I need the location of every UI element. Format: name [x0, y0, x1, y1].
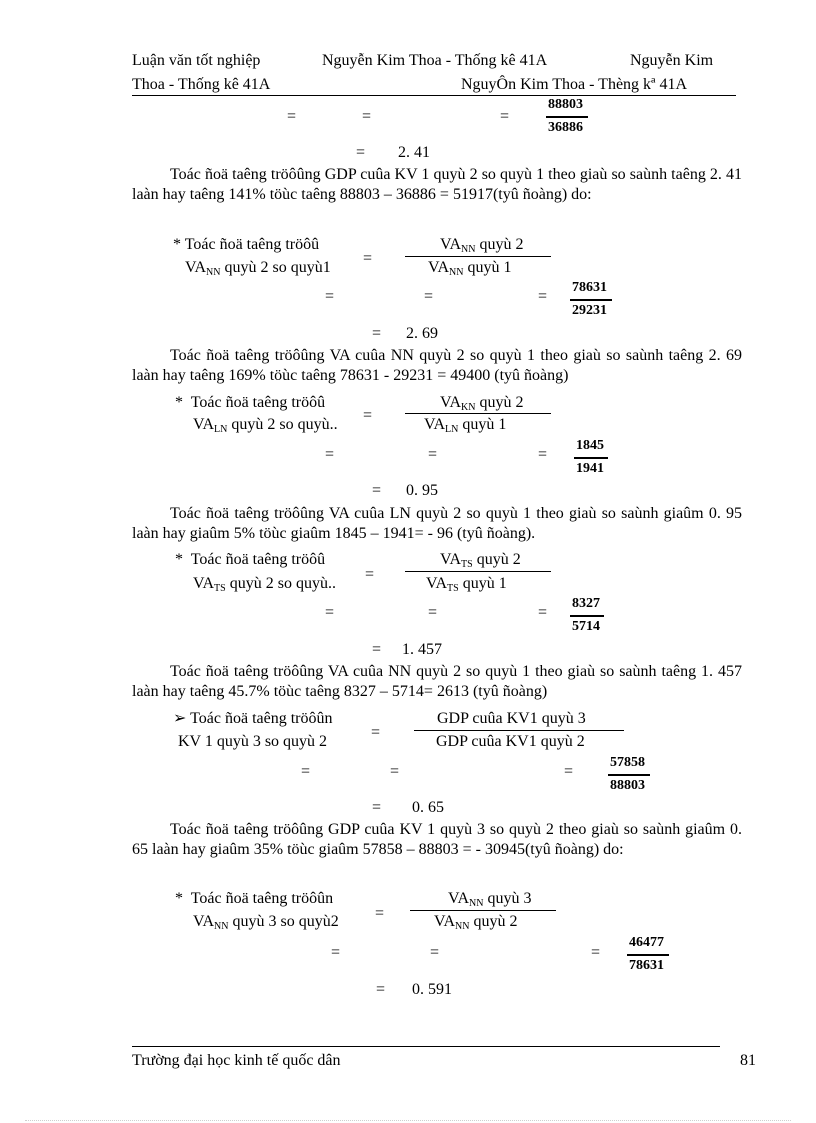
result-value: 2. 41	[398, 144, 430, 161]
fraction-bar	[570, 299, 612, 301]
formula-denominator: $VA_{NN}$ quyù 1	[428, 259, 512, 278]
fraction-denominator: 5714	[572, 619, 600, 634]
formula-denominator: $VA_{TS}$ quyù 1	[426, 575, 507, 594]
equals-sign: =	[538, 604, 548, 621]
fraction-bar	[405, 571, 551, 572]
paragraph: Toác ñoä taêng tröôûng VA cuûa NN quyù 2 so quyù 1 theo giaù so saùnh taêng 2. 69 laàn hay taêng 169% töùc taêng 78631 - 29231 = 49400 (tyû ñoàng)	[132, 347, 742, 384]
equals-sign: =	[390, 763, 400, 780]
result-value: 0. 591	[412, 981, 452, 998]
section-label-line2: KV 1 quyù 3 so quyù 2	[178, 733, 328, 750]
fraction-denominator: 78631	[629, 958, 664, 973]
header-author-cont: Thoa - Thống kê 41A	[132, 76, 271, 93]
equals-sign: =	[591, 944, 601, 961]
fraction-numerator: 46477	[629, 935, 664, 950]
footer-rule	[132, 1046, 720, 1047]
paragraph: Toác ñoä taêng tröôûng GDP cuûa KV 1 quyù 2 so quyù 1 theo giaù so saùnh taêng 2. 41 laàn hay taêng 141% töùc taêng 88803 – 36886 = 51917(tyû ñoàng) do:	[132, 166, 742, 203]
equals-sign: =	[363, 250, 373, 267]
fraction-denominator: 36886	[548, 120, 583, 135]
result-value: 2. 69	[406, 325, 438, 342]
equals-sign: =	[325, 446, 335, 463]
page-number: 81	[740, 1052, 756, 1069]
equals-sign: =	[371, 724, 381, 741]
formula-numerator: $VA_{NN}$ quyù 2	[440, 236, 524, 255]
equals-sign: =	[564, 763, 574, 780]
equals-sign: =	[301, 763, 311, 780]
equals-sign: =	[538, 288, 548, 305]
equals-sign: =	[325, 288, 335, 305]
formula-numerator: $VA_{NN}$ quyù 3	[448, 890, 532, 909]
equals-sign: =	[500, 108, 510, 125]
header-author-garbled: NguyÔn Kim Thoa - Thèng kª 41A	[461, 76, 688, 93]
formula-numerator: GDP cuûa KV1 quyù 3	[437, 710, 586, 727]
section-label: * Toác ñoä taêng tröôû	[175, 551, 326, 568]
section-label: * Toác ñoä taêng tröôû	[175, 394, 326, 411]
equals-sign: =	[362, 108, 372, 125]
section-label: ➢ Toác ñoä taêng tröôûn	[173, 710, 333, 727]
header-thesis: Luận văn tốt nghiệp	[132, 52, 261, 69]
equals-sign: =	[363, 407, 373, 424]
section-label-line2: $VA_{NN}$ quyù 2 so quyù1	[185, 259, 331, 278]
fraction-bar	[608, 774, 650, 776]
section-label: * Toác ñoä taêng tröôûn	[175, 890, 334, 907]
equals-sign: =	[424, 288, 434, 305]
paragraph: Toác ñoä taêng tröôûng GDP cuûa KV 1 quyù 3 so quyù 2 theo giaù so saùnh giaûm 0. 65 laàn hay giaûm 35% töùc giaûm 57858 – 88803 = - 30945(tyû ñoàng) do:	[132, 821, 742, 858]
equals-sign: =	[428, 604, 438, 621]
equals-sign: =	[331, 944, 341, 961]
equals-sign: =	[372, 325, 382, 342]
equals-sign: =	[430, 944, 440, 961]
fraction-numerator: 8327	[572, 596, 600, 611]
fraction-numerator: 1845	[576, 438, 604, 453]
equals-sign: =	[325, 604, 335, 621]
equals-sign: =	[372, 641, 382, 658]
formula-denominator: $VA_{LN}$ quyù 1	[424, 416, 507, 435]
result-value: 0. 65	[412, 799, 444, 816]
formula-denominator: $VA_{NN}$ quyù 2	[434, 913, 518, 932]
equals-sign: =	[375, 905, 385, 922]
fraction-bar	[414, 730, 624, 731]
equals-sign: =	[365, 566, 375, 583]
header-rule	[132, 95, 736, 96]
equals-sign: =	[428, 446, 438, 463]
header-author-dup: Nguyễn Kim	[630, 52, 714, 69]
footer-school: Trường đại học kinh tế quốc dân	[132, 1052, 341, 1069]
fraction-bar	[570, 615, 604, 617]
formula-numerator: $VA_{KN}$ quyù 2	[440, 394, 524, 413]
fraction-bar	[405, 256, 551, 257]
result-value: 0. 95	[406, 482, 438, 499]
paragraph: Toác ñoä taêng tröôûng VA cuûa LN quyù 2 so quyù 1 theo giaù so saùnh giaûm 0. 95 laàn hay giaûm 5% töùc giaûm 1845 – 1941= - 96 (tyû ñoàng).	[132, 505, 742, 542]
section-label-line2: $VA_{NN}$ quyù 3 so quyù2	[193, 913, 339, 932]
fraction-denominator: 1941	[576, 461, 604, 476]
section-label-line2: $VA_{TS}$ quyù 2 so quyù..	[193, 575, 336, 594]
fraction-bar	[410, 910, 556, 911]
section-label: * Toác ñoä taêng tröôû	[173, 236, 320, 253]
fraction-bar	[546, 116, 588, 118]
section-label-line2: $VA_{LN}$ quyù 2 so quyù..	[193, 416, 338, 435]
equals-sign: =	[376, 981, 386, 998]
page-edge	[25, 1120, 791, 1121]
fraction-numerator: 88803	[548, 97, 583, 112]
fraction-numerator: 78631	[572, 280, 607, 295]
fraction-numerator: 57858	[610, 755, 645, 770]
fraction-bar	[627, 954, 669, 956]
fraction-denominator: 29231	[572, 303, 607, 318]
equals-sign: =	[356, 144, 366, 161]
equals-sign: =	[372, 482, 382, 499]
equals-sign: =	[372, 799, 382, 816]
equals-sign: =	[538, 446, 548, 463]
fraction-bar	[574, 457, 608, 459]
formula-denominator: GDP cuûa KV1 quyù 2	[436, 733, 585, 750]
formula-numerator: $VA_{TS}$ quyù 2	[440, 551, 521, 570]
header-author: Nguyễn Kim Thoa - Thống kê 41A	[322, 52, 548, 69]
paragraph: Toác ñoä taêng tröôûng VA cuûa NN quyù 2 so quyù 1 theo giaù so saùnh taêng 1. 457 laàn hay taêng 45.7% töùc taêng 8327 – 5714= 2613 (tyû ñoàng)	[132, 663, 742, 700]
result-value: 1. 457	[402, 641, 442, 658]
equals-sign: =	[287, 108, 297, 125]
fraction-bar	[405, 413, 551, 414]
fraction-denominator: 88803	[610, 778, 645, 793]
